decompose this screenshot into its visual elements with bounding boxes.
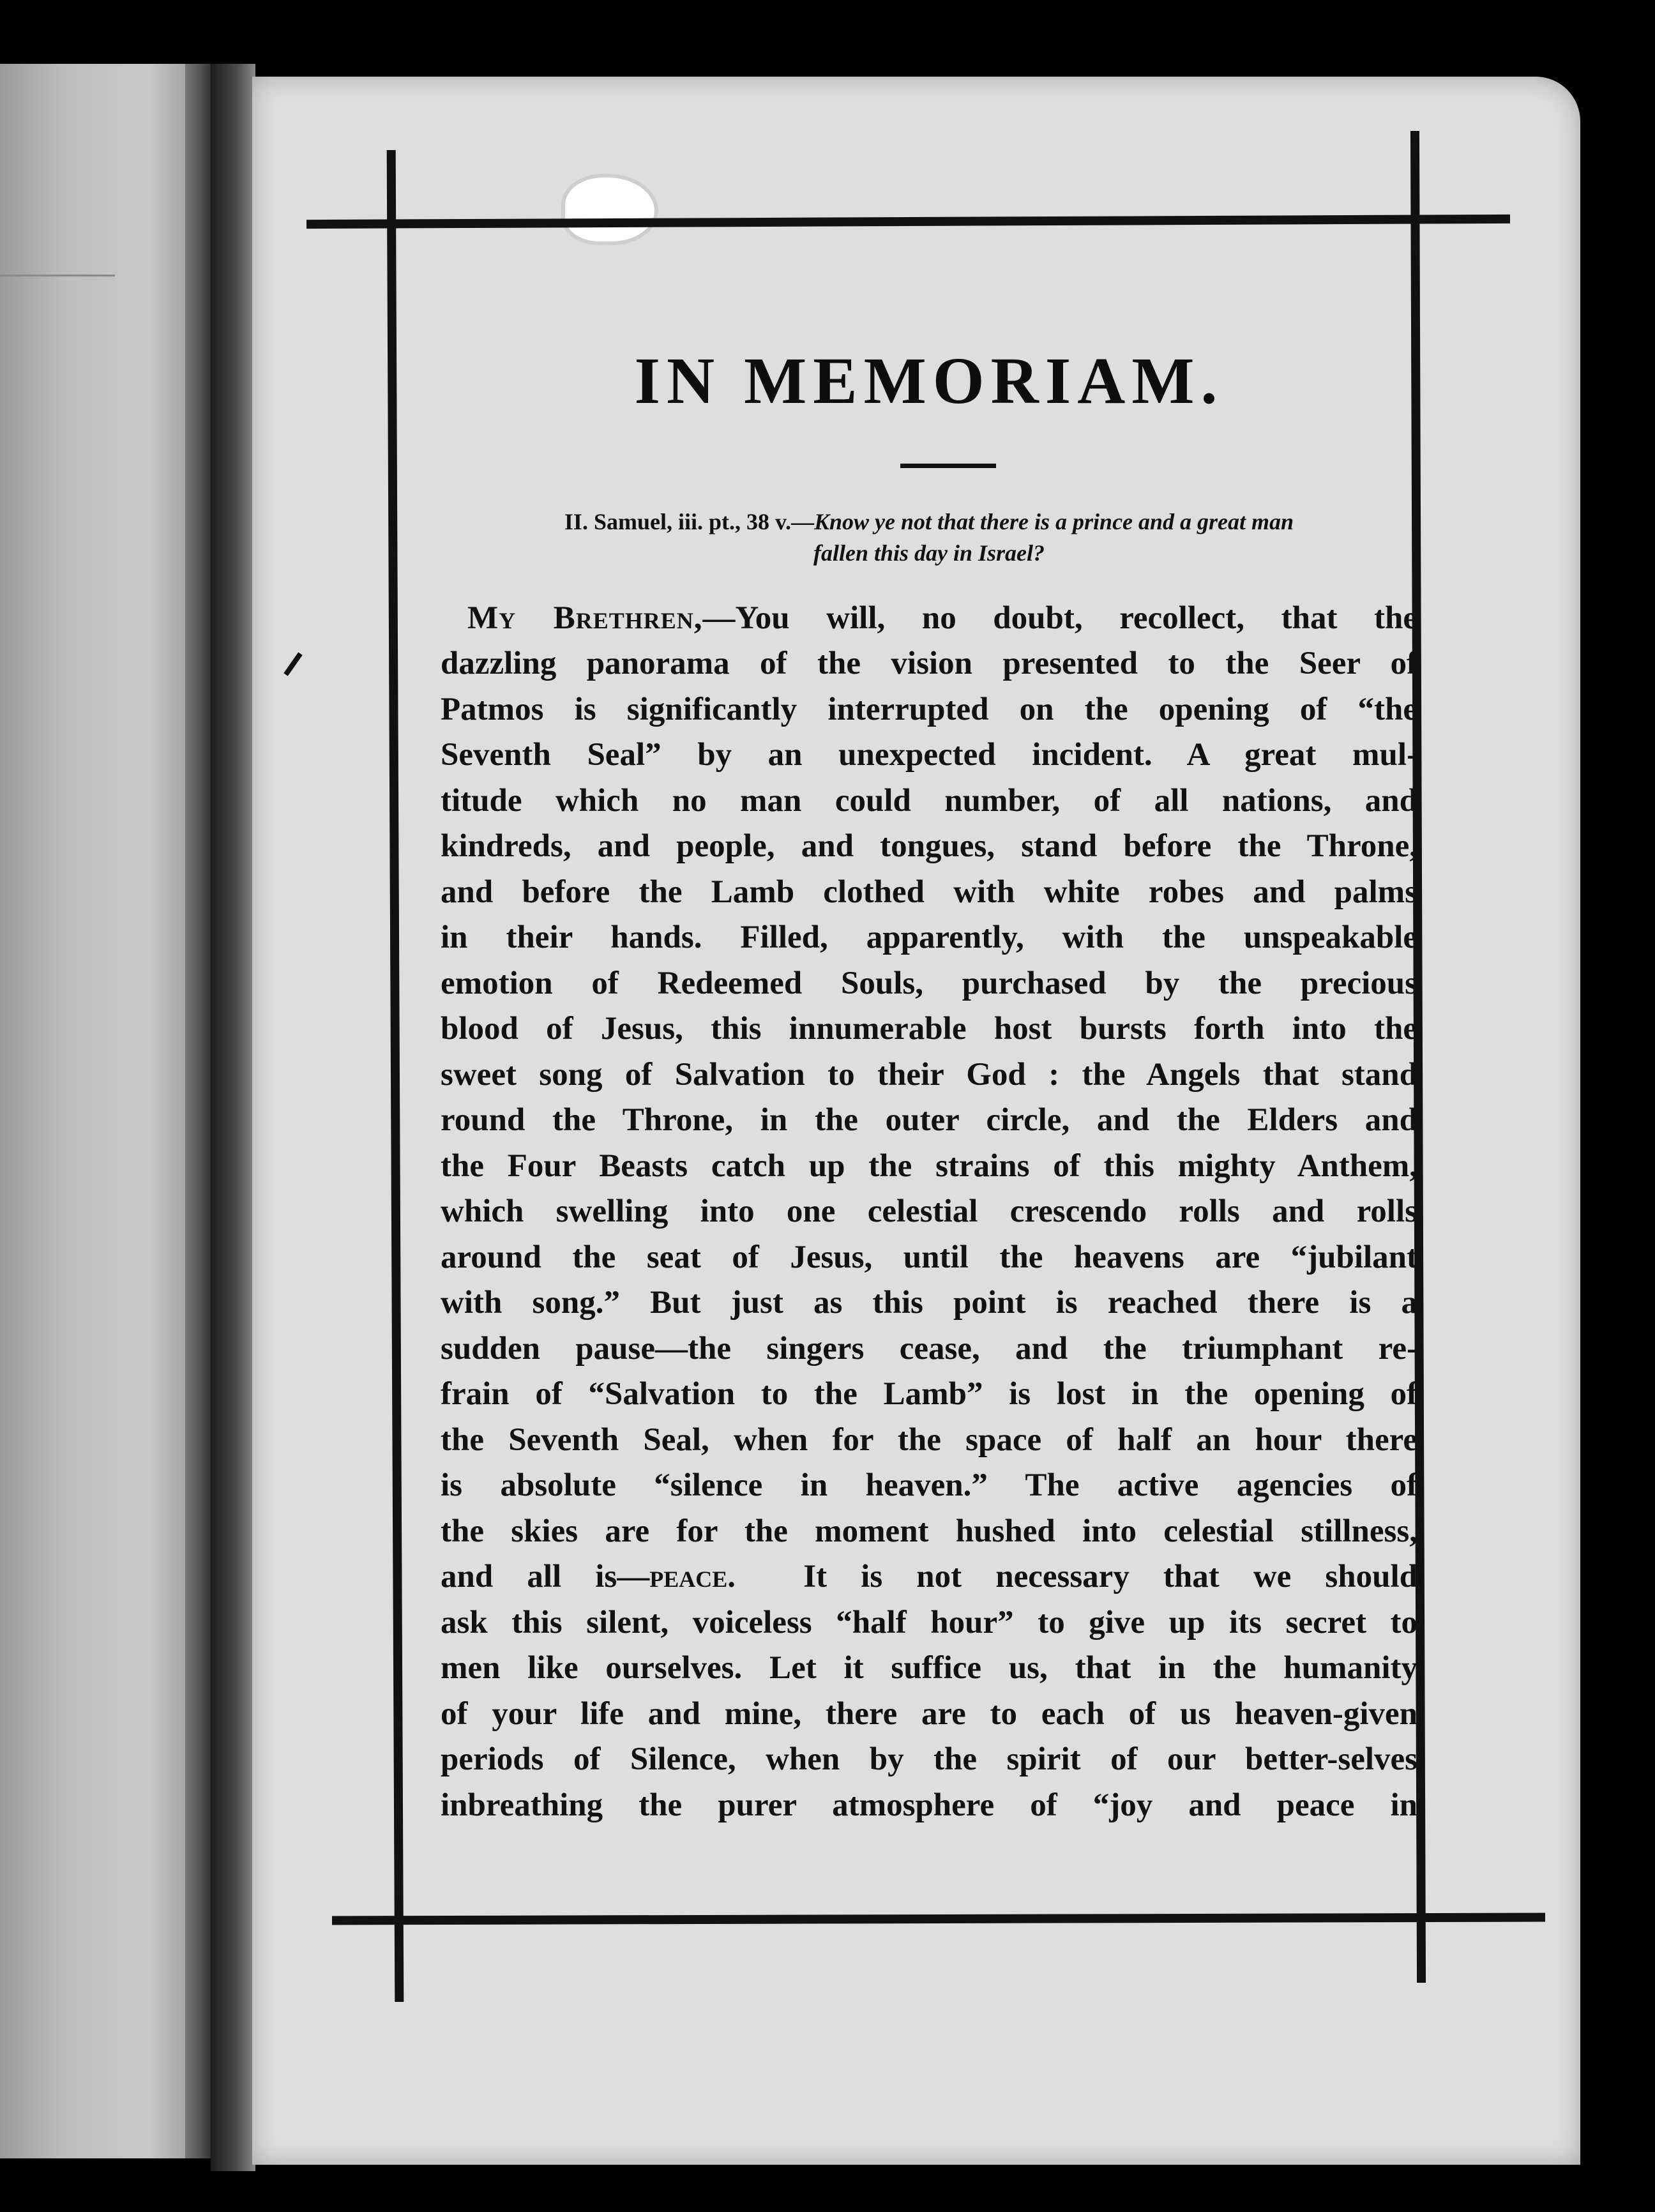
body-line: is absolute “silence in heaven.” The active agencies of (441, 1467, 1417, 1504)
body-line: inbreathing the purer atmosphere of “joy and peace in (441, 1787, 1417, 1823)
faint-rule (0, 275, 115, 276)
body-line-text: It is not necessary that we should (803, 1559, 1417, 1595)
body-line: emotion of Redeemed Souls, purchased by the precious (441, 965, 1417, 1001)
salutation: My Brethren, (467, 600, 703, 636)
body-line: of your life and mine, there are to each of us heaven-given (441, 1695, 1417, 1732)
body-line: and before the Lamb clothed with white robes and palms (441, 874, 1417, 910)
body-line: dazzling panorama of the vision presented to the Seer of (441, 646, 1417, 682)
body-line-text: —You will, no doubt, recollect, that the (702, 600, 1418, 636)
epigraph-line-1 (441, 506, 1417, 538)
body-line: kindreds, and people, and tongues, stand before the Throne, (441, 828, 1417, 865)
paper-stain (565, 178, 654, 241)
body-line: which swelling into one celestial crescendo rolls and rolls (441, 1193, 1417, 1230)
epigraph-line-2: fallen this day in Israel? (813, 540, 1045, 566)
peace-word: peace. (649, 1559, 736, 1595)
body-line: titude which no man could number, of all nations, and (441, 782, 1417, 819)
body-line: blood of Jesus, this innumerable host bursts forth into the (441, 1011, 1417, 1047)
body-line: the Seventh Seal, when for the space of half an hour there (441, 1421, 1417, 1458)
epigraph-quote-1: Know ye not that there is a prince and a great man (813, 509, 1294, 535)
body-line: Seventh Seal” by an unexpected incident. A great mul- (441, 737, 1417, 773)
previous-page-edge (0, 64, 211, 2158)
body-line: in their hands. Filled, apparently, with the unspeakable (441, 920, 1417, 956)
epigraph-reference: II. Samuel, iii. pt., 38 v.— (564, 509, 814, 535)
body-line: around the seat of Jesus, until the heavens are “jubilant (441, 1239, 1417, 1275)
gutter-shadow (211, 64, 255, 2171)
body-line: ask this silent, voiceless “half hour” to give up its secret to (441, 1604, 1417, 1640)
body-line: sudden pause—the singers cease, and the triumphant re- (441, 1330, 1417, 1367)
body-line: the Four Beasts catch up the strains of this mighty Anthem, (441, 1148, 1417, 1184)
body-line-text: and all is— (441, 1559, 650, 1595)
page-title: IN MEMORIAM. (634, 344, 1224, 418)
page-content (441, 345, 1417, 1828)
body-line: with song.” But just as this point is reached there is a (441, 1285, 1417, 1321)
body-line (441, 1554, 1417, 1600)
body-line: periods of Silence, when by the spirit of our better-selves (441, 1741, 1417, 1778)
title-divider (900, 464, 996, 468)
body-line: the skies are for the moment hushed into celestial stillness, (441, 1513, 1417, 1549)
body-line: round the Throne, in the outer circle, and the Elders and (441, 1102, 1417, 1139)
body-line: men like ourselves. Let it suffice us, that in the humanity (441, 1650, 1417, 1686)
body-line: sweet song of Salvation to their God : the Angels that stand (441, 1056, 1417, 1093)
body-line: frain of “Salvation to the Lamb” is lost in the opening of (441, 1376, 1417, 1413)
epigraph (441, 506, 1417, 568)
body-line (441, 596, 1417, 642)
page-crease (185, 64, 211, 2158)
sermon-body (441, 596, 1417, 1829)
body-line: Patmos is significantly interrupted on the opening of “the (441, 691, 1417, 727)
